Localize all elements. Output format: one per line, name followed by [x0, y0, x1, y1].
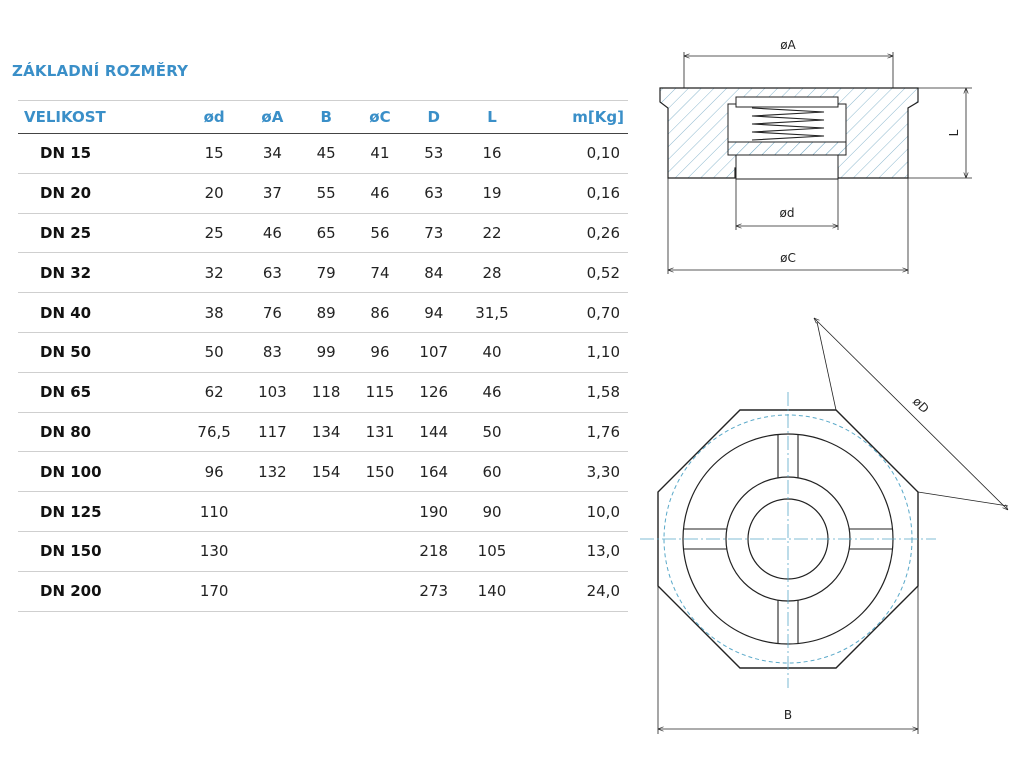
cell-size: DN 20 — [40, 184, 92, 203]
header-a: øA — [261, 108, 284, 126]
section-title: ZÁKLADNÍ ROZMĚRY — [12, 62, 189, 80]
dim-label-b: B — [783, 708, 793, 722]
header-dd: D — [427, 108, 440, 126]
front-view — [640, 318, 1008, 734]
cell-a: 103 — [258, 383, 287, 402]
header-c: øC — [369, 108, 391, 126]
header-d: ød — [203, 108, 225, 126]
cell-l: 28 — [482, 263, 502, 282]
cell-d: 50 — [204, 343, 224, 362]
cell-d: 170 — [199, 582, 229, 601]
cell-size: DN 32 — [40, 263, 92, 282]
cell-mass: 0,10 — [586, 144, 620, 163]
cell-dd: 218 — [419, 542, 449, 561]
cell-d: 32 — [204, 263, 224, 282]
cell-dd: 107 — [419, 343, 449, 362]
cell-b: 65 — [316, 223, 336, 242]
section-seat-recess — [736, 97, 838, 107]
cell-size: DN 15 — [40, 144, 92, 163]
cell-size: DN 150 — [40, 542, 102, 561]
cell-l: 16 — [482, 144, 502, 163]
cell-c: 86 — [370, 303, 390, 322]
cell-dd: 164 — [419, 462, 449, 481]
cell-a: 83 — [262, 343, 282, 362]
cell-c: 74 — [370, 263, 390, 282]
cell-mass: 0,70 — [586, 303, 620, 322]
cell-size: DN 80 — [40, 422, 92, 441]
cell-b: 55 — [316, 184, 336, 203]
cell-d: 62 — [204, 383, 224, 402]
cell-l: 19 — [482, 184, 502, 203]
cell-l: 50 — [482, 422, 502, 441]
cell-d: 38 — [204, 303, 224, 322]
cell-d: 96 — [204, 462, 224, 481]
cell-l: 46 — [482, 383, 502, 402]
header-mass: m[Kg] — [572, 108, 624, 126]
section-disc — [728, 142, 846, 155]
cell-c: 96 — [370, 343, 390, 362]
cell-size: DN 100 — [40, 462, 102, 481]
section-bore-lower — [736, 155, 838, 179]
cell-dd: 63 — [424, 184, 444, 203]
cell-size: DN 40 — [40, 303, 92, 322]
cell-l: 90 — [482, 502, 502, 521]
dim-label-d: ød — [779, 206, 795, 220]
cell-mass: 1,10 — [586, 343, 620, 362]
cell-d: 110 — [199, 502, 229, 521]
header-velikost: VELIKOST — [24, 108, 106, 126]
cell-c: 131 — [365, 422, 395, 441]
cell-size: DN 200 — [40, 582, 102, 601]
cell-dd: 273 — [419, 582, 449, 601]
cell-mass: 1,58 — [586, 383, 620, 402]
cell-a: 76 — [262, 303, 282, 322]
cell-size: DN 65 — [40, 383, 92, 402]
cell-l: 140 — [477, 582, 507, 601]
dim-label-l: L — [947, 129, 961, 137]
cell-mass: 10,0 — [586, 502, 620, 521]
cell-dd: 190 — [419, 502, 449, 521]
cell-mass: 0,26 — [586, 223, 620, 242]
cell-dd: 94 — [424, 303, 444, 322]
cell-c: 115 — [365, 383, 395, 402]
cell-b: 89 — [316, 303, 336, 322]
cell-d: 15 — [204, 144, 224, 163]
cell-dd: 73 — [424, 223, 444, 242]
cell-dd: 53 — [424, 144, 444, 163]
cell-c: 56 — [370, 223, 390, 242]
cell-d: 130 — [199, 542, 229, 561]
cell-dd: 84 — [424, 263, 444, 282]
cell-a: 34 — [262, 144, 282, 163]
cell-a: 37 — [262, 184, 282, 203]
cell-a: 63 — [262, 263, 282, 282]
cell-size: DN 25 — [40, 223, 92, 242]
cell-l: 22 — [482, 223, 502, 242]
cell-mass: 3,30 — [586, 462, 620, 481]
cell-mass: 13,0 — [586, 542, 620, 561]
cell-c: 46 — [370, 184, 390, 203]
cell-b: 118 — [311, 383, 341, 402]
dim-label-c: øC — [780, 251, 796, 265]
cell-mass: 1,76 — [586, 422, 620, 441]
cell-l: 60 — [482, 462, 502, 481]
dim-label-dd: øD — [910, 394, 932, 416]
cell-b: 154 — [311, 462, 341, 481]
cell-a: 117 — [258, 422, 287, 441]
cell-mass: 24,0 — [586, 582, 620, 601]
dim-label-a: øA — [780, 38, 796, 52]
cell-c: 150 — [365, 462, 395, 481]
cell-a: 132 — [258, 462, 287, 481]
cell-c: 41 — [370, 144, 390, 163]
cell-b: 99 — [316, 343, 336, 362]
cell-mass: 0,52 — [586, 263, 620, 282]
section-view — [660, 38, 972, 274]
cell-d: 20 — [204, 184, 224, 203]
cell-mass: 0,16 — [586, 184, 620, 203]
cell-l: 105 — [477, 542, 507, 561]
header-l: L — [487, 108, 497, 126]
cell-b: 134 — [311, 422, 341, 441]
cell-b: 45 — [316, 144, 336, 163]
cell-size: DN 125 — [40, 502, 102, 521]
cell-d: 25 — [204, 223, 224, 242]
header-b: B — [320, 108, 332, 126]
cell-dd: 126 — [419, 383, 449, 402]
cell-l: 40 — [482, 343, 502, 362]
cell-dd: 144 — [419, 422, 449, 441]
cell-a: 46 — [262, 223, 282, 242]
cell-l: 31,5 — [475, 303, 509, 322]
cell-b: 79 — [316, 263, 336, 282]
cell-d: 76,5 — [197, 422, 231, 441]
cell-size: DN 50 — [40, 343, 92, 362]
